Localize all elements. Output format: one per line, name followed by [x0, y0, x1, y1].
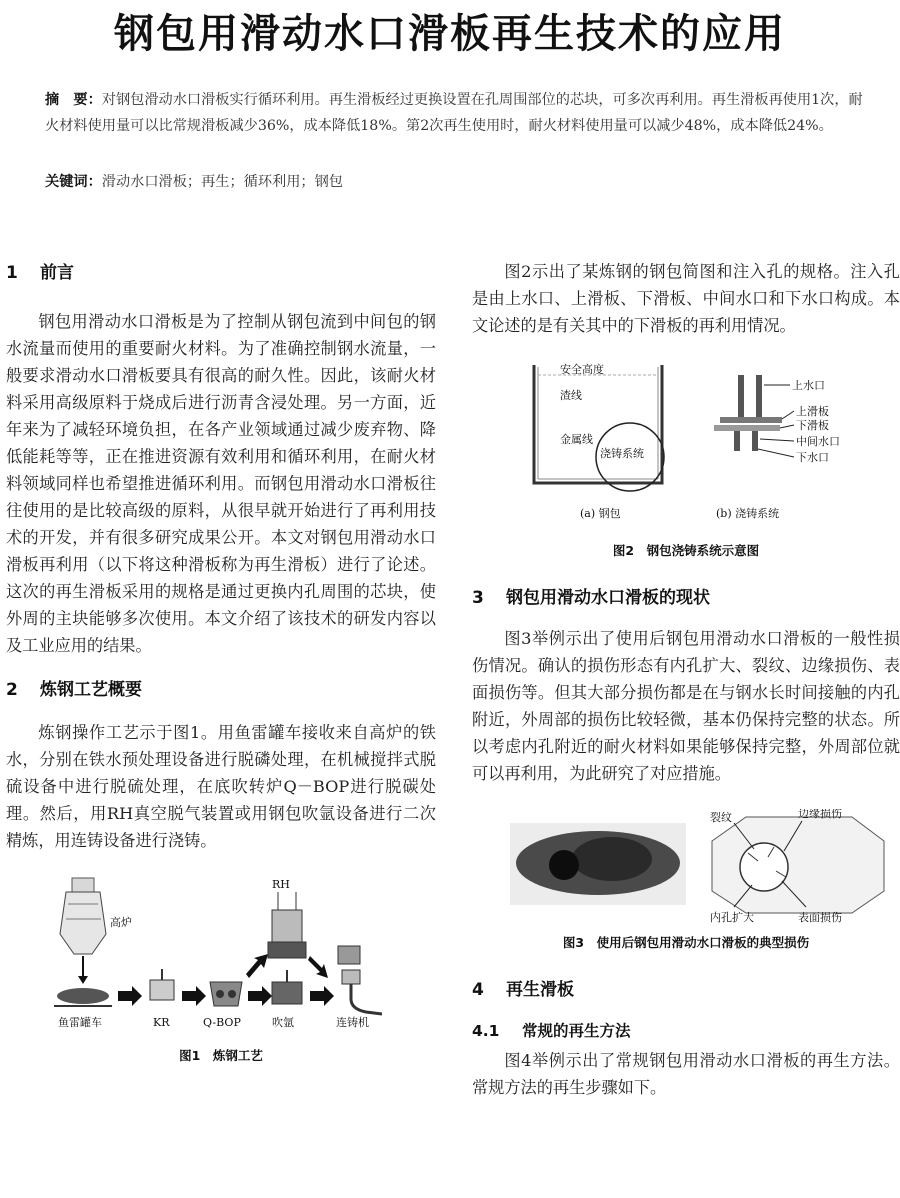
label-lower-nozzle: 下水口 — [796, 451, 829, 464]
argon-stirring-icon — [272, 970, 302, 1004]
section-title: 钢包用滑动水口滑板的现状 — [506, 588, 710, 608]
keywords-text: 滑动水口滑板；再生；循环利用；钢包 — [101, 174, 343, 190]
section-heading-3 — [472, 583, 900, 613]
label-bore-enlargement: 内孔扩大 — [710, 911, 754, 924]
paragraph-status: 图3举例示出了使用后钢包用滑动水口滑板的一般性损伤情况。确认的损伤形态有内孔扩大、裂纹、边缘损伤、表面损伤等。但其大部分损伤都是在与钢水长时间接触的内孔附近，外周部的损伤比较轻微，基本仍保持完整的状态。所以考虑内孔附近的耐火材料如果能够保持完整，外周部位就可以再利用，为此研究了对应措施。 — [472, 629, 900, 783]
label-blast-furnace: 高炉 — [110, 916, 132, 929]
label-edge-damage: 边缘损伤 — [798, 809, 842, 820]
figure-2 — [472, 361, 900, 569]
ladle-icon — [534, 365, 662, 483]
subsection-number: 4.1 — [472, 1022, 500, 1040]
label-surface-damage: 表面损伤 — [798, 911, 842, 924]
rh-degasser-icon — [268, 892, 306, 958]
left-column — [6, 258, 436, 1064]
label-caster: 连铸机 — [336, 1016, 369, 1029]
label-safety-height: 安全高度 — [560, 363, 604, 376]
abstract-text: 对钢包滑动水口滑板实行循环利用。再生滑板经过更换设置在孔周围部位的芯块，可多次再利用。再生滑板再使用1次，耐火材料使用量可以比常规滑板减少36%，成本降低18%。第2次再生使用时，耐火材料使用量可以减少48%，成本降低24%。 — [45, 92, 863, 134]
subcaption-a: (a) 钢包 — [580, 507, 621, 520]
continuous-caster-icon — [338, 946, 382, 1014]
torpedo-car-icon — [54, 988, 112, 1006]
paragraph-process: 炼钢操作工艺示于图1。用鱼雷罐车接收来自高炉的铁水，分别在铁水预处理设备进行脱磷处理，在机械搅拌式脱硫设备中进行脱硫处理，在底吹转炉Q－BOP进行脱碳处理。然后，用RH真空脱气装置或用钢包吹氩设备进行二次精炼，用连铸设备进行浇铸。 — [6, 723, 436, 850]
abstract-label: 摘 要： — [45, 92, 102, 108]
kr-icon — [150, 969, 174, 1000]
label-torpedo-car: 鱼雷罐车 — [58, 1016, 102, 1029]
figure-1-caption: 图1 炼钢工艺 — [179, 1048, 263, 1063]
section-title: 再生滑板 — [506, 980, 574, 1000]
keywords — [45, 170, 865, 194]
damage-diagram — [472, 809, 900, 925]
section-heading-4 — [472, 975, 900, 1005]
ladle-pouring-diagram — [472, 361, 900, 527]
paragraph-ladle: 图2示出了某炼钢的钢包简图和注入孔的规格。注入孔是由上水口、上滑板、下滑板、中间水口和下水口构成。本文论述的是有关其中的下滑板的再利用情况。 — [472, 262, 900, 335]
label-middle-nozzle: 中间水口 — [796, 435, 840, 448]
used-plate-photo — [510, 823, 686, 905]
paragraph-intro: 钢包用滑动水口滑板是为了控制从钢包流到中间包的钢水流量而使用的重要耐火材料。为了准确控制钢水流量，一般要求滑动水口滑板要具有很高的耐久性。因此，该耐火材料采用高级原料于烧成后进行沥青含浸处理。另一方面，近年来为了减轻环境负担，在各产业领域通过减少废弃物、降低能耗等等，正在推进资源有效利用和循环利用，在耐火材料领域同样也希望推进循环利用。而钢包用滑动水口滑板往往使用的是比较高级的原料，从很早就开始进行了再利用技术的开发，并有很多研究成果公开。本文对钢包用滑动水口滑板再利用（以下将这种滑板称为再生滑板）进行了论述。这次的再生滑板采用的规格是通过更换内孔周围的芯块，使外周的主块能够多次使用。本文介绍了该技术的研发内容以及工业应用的结果。 — [6, 312, 436, 655]
label-lower-plate: 下滑板 — [796, 419, 829, 432]
section-number: 4 — [472, 980, 484, 1000]
steelmaking-process-diagram — [6, 874, 436, 1044]
section-number: 3 — [472, 588, 484, 608]
label-slag-line: 渣线 — [560, 389, 582, 402]
label-upper-plate: 上滑板 — [796, 405, 829, 418]
label-metal-line: 金属线 — [560, 433, 593, 446]
abstract — [45, 87, 865, 139]
label-crack: 裂纹 — [710, 811, 732, 824]
label-upper-nozzle: 上水口 — [792, 379, 825, 392]
section-heading-2 — [6, 675, 436, 705]
figure-3 — [472, 809, 900, 957]
section-title: 炼钢工艺概要 — [40, 680, 142, 700]
right-column — [472, 258, 900, 1101]
paragraph-regeneration: 图4举例示出了常规钢包用滑动水口滑板的再生方法。常规方法的再生步骤如下。 — [472, 1051, 900, 1097]
subcaption-b: (b) 浇铸系统 — [716, 507, 780, 520]
figure-2-caption: 图2 钢包浇铸系统示意图 — [612, 543, 760, 558]
label-pouring-system: 浇铸系统 — [600, 447, 644, 460]
subsection-title: 常规的再生方法 — [522, 1022, 631, 1040]
qbop-icon — [210, 982, 242, 1006]
figure-1 — [6, 874, 436, 1064]
section-heading-1 — [6, 258, 436, 288]
blast-furnace-icon — [60, 878, 106, 954]
page-title: 钢包用滑动水口滑板再生技术的应用 — [114, 11, 786, 57]
section-title: 前言 — [40, 263, 74, 283]
label-argon: 吹氩 — [272, 1016, 294, 1029]
subsection-heading-4-1 — [472, 1017, 900, 1045]
keywords-label: 关键词： — [45, 174, 102, 190]
figure-3-caption: 图3 使用后钢包用滑动水口滑板的典型损伤 — [562, 935, 810, 950]
section-number: 1 — [6, 263, 18, 283]
section-number: 2 — [6, 680, 18, 700]
label-kr: KR — [153, 1016, 170, 1029]
label-rh: RH — [272, 878, 290, 891]
label-qbop: Q-BOP — [203, 1016, 241, 1029]
